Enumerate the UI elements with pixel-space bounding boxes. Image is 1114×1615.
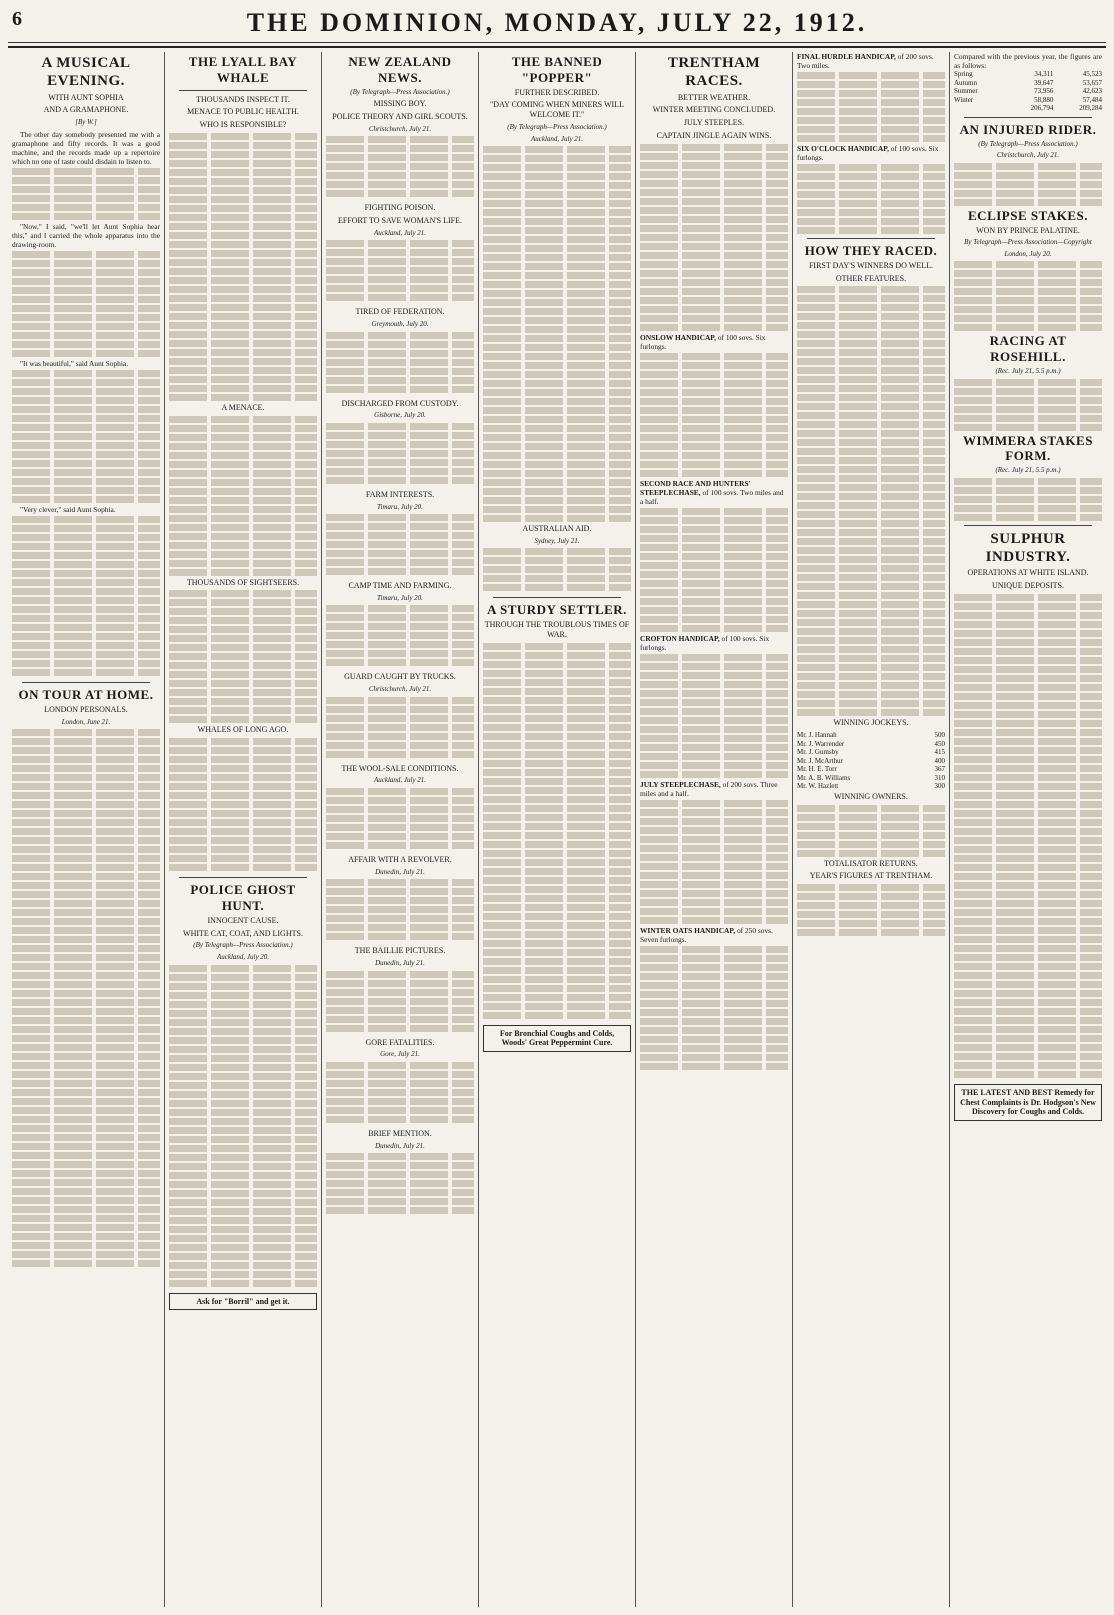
- dateline: Auckland, July 20.: [216, 952, 270, 961]
- byline: (By Telegraph—Press Association.): [507, 122, 607, 131]
- race-detail: of 250 sovs. Seven furlongs.: [640, 925, 773, 944]
- race-results: [797, 52, 945, 234]
- news-item-title: AFFAIR WITH A REVOLVER.: [348, 855, 452, 864]
- headline: NEW ZEALAND NEWS.: [348, 54, 452, 85]
- article-body: [169, 416, 317, 576]
- news-item: [326, 855, 474, 940]
- race-entries: [640, 353, 788, 477]
- season-value-b: 45,523: [1082, 70, 1102, 79]
- subheadline: CAPTAIN JINGLE AGAIN WINS.: [656, 130, 772, 140]
- article-body: [797, 884, 945, 936]
- news-item-dateline: Dunedin, July 21.: [375, 867, 425, 876]
- article-lyall-bay-whale: [169, 54, 317, 871]
- news-item-dateline: Gisborne, July 20.: [374, 411, 426, 420]
- subheadline: TOTALISATOR RETURNS.: [824, 858, 918, 868]
- race-entries: [640, 654, 788, 778]
- news-item-dateline: Timaru, July 20.: [377, 502, 423, 511]
- race-entries: [640, 946, 788, 1070]
- table-row: [797, 757, 945, 766]
- headline: SULPHUR INDUSTRY.: [985, 530, 1071, 566]
- season-name: Summer: [954, 87, 978, 96]
- race-result: [797, 144, 945, 162]
- dateline: Sydney, July 21.: [534, 536, 580, 545]
- jockey-value: 500: [934, 731, 945, 740]
- season-name: Spring: [954, 70, 973, 79]
- subheadline: JULY STEEPLES.: [683, 118, 745, 128]
- news-item: [326, 99, 474, 197]
- headline: RACING AT ROSEHILL.: [989, 333, 1067, 365]
- news-item-title: FARM INTERESTS.: [365, 489, 435, 499]
- jockey-name: Mr. J. Warrender: [797, 739, 845, 748]
- headline: POLICE GHOST HUNT.: [190, 882, 296, 914]
- race-result: [797, 52, 945, 70]
- subheadline: FIRST DAY'S WINNERS DO WELL.: [808, 260, 934, 270]
- byline: (By Telegraph—Press Association.): [350, 87, 450, 96]
- paragraph: "Now," I said, "we'll let Aunt Sophia hear this," and I carried the whole apparatus into the drawing-room.: [12, 221, 160, 249]
- season-value-a: 34,311: [1034, 70, 1054, 79]
- headline: THE LYALL BAY WHALE: [188, 54, 298, 85]
- news-item-subtitle: POLICE THEORY AND GIRL SCOUTS.: [332, 112, 468, 121]
- column-1: [8, 52, 164, 1607]
- article-body: [326, 971, 474, 1032]
- headline: WIMMERA STAKES FORM.: [963, 432, 1093, 464]
- subheadline: WINNING JOCKEYS.: [833, 718, 909, 728]
- article-body: [169, 965, 317, 1287]
- subheadline: MENACE TO PUBLIC HEALTH.: [187, 107, 299, 117]
- headline: HOW THEY RACED.: [804, 243, 938, 259]
- jockey-name: Mr. W. Hazlett: [797, 782, 839, 791]
- news-item: [326, 764, 474, 849]
- race-result: [640, 333, 788, 351]
- byline: By Telegraph—Press Association—Copyright: [964, 238, 1092, 247]
- news-item: [326, 1038, 474, 1123]
- column-5: [635, 52, 792, 1607]
- race-result: [640, 479, 788, 506]
- article-on-tour: [12, 687, 160, 1267]
- headline: ECLIPSE STAKES.: [968, 207, 1088, 223]
- race-name: JULY STEEPLECHASE,: [640, 779, 721, 789]
- masthead-rule: [8, 42, 1106, 43]
- total-label: [954, 104, 1005, 113]
- byline: [By W.]: [75, 118, 97, 127]
- race-name: ONSLOW HANDICAP,: [640, 332, 716, 342]
- news-item: [326, 672, 474, 757]
- newspaper-title: THE DOMINION, MONDAY, JULY 22, 1912.: [246, 8, 868, 37]
- news-item: [326, 490, 474, 575]
- table-row: [954, 96, 1102, 105]
- news-item-subtitle: EFFORT TO SAVE WOMAN'S LIFE.: [337, 216, 463, 226]
- article-body: [326, 332, 474, 393]
- race-results: [640, 333, 788, 1070]
- subheadline: BETTER WEATHER.: [677, 92, 751, 102]
- masthead: [8, 6, 1106, 48]
- subheadline: OPERATIONS AT WHITE ISLAND.: [967, 568, 1089, 578]
- article-body: [326, 1153, 474, 1214]
- news-item-title: CAMP TIME AND FARMING.: [348, 581, 452, 591]
- article-body: [326, 1062, 474, 1123]
- news-item-dateline: Greymouth, July 20.: [371, 320, 429, 329]
- subheadline: WITH AUNT SOPHIA: [48, 92, 124, 102]
- columns: [8, 52, 1106, 1607]
- race-name: CROFTON HANDICAP,: [640, 633, 720, 643]
- race-result: [640, 926, 788, 944]
- column-2: [164, 52, 321, 1607]
- subheadline: FURTHER DESCRIBED.: [514, 87, 600, 97]
- headline: THE BANNED "POPPER": [511, 54, 603, 85]
- subheadline: LONDON PERSONALS.: [44, 704, 128, 714]
- race-detail: of 100 sovs. Six furlongs.: [640, 633, 770, 652]
- headline: A STURDY SETTLER.: [487, 602, 627, 618]
- race-entries: [797, 164, 945, 234]
- jockey-value: 415: [934, 748, 945, 757]
- headline: A MUSICAL EVENING.: [41, 55, 131, 90]
- jockeys-table: [797, 731, 945, 791]
- table-row: [797, 765, 945, 774]
- news-item-title: THE BAILLIE PICTURES.: [354, 946, 446, 956]
- column-6: [792, 52, 949, 1607]
- news-item-title: TIRED OF FEDERATION.: [355, 307, 445, 317]
- news-item-dateline: Dunedin, July 21.: [375, 959, 425, 968]
- table-row: [797, 782, 945, 791]
- news-item-title: DISCHARGED FROM CUSTODY.: [341, 398, 459, 408]
- table-row: [797, 740, 945, 749]
- article-body: [797, 286, 945, 716]
- article-body: [326, 240, 474, 301]
- season-value-b: 53,657: [1082, 78, 1102, 87]
- article-body: [326, 879, 474, 940]
- jockey-value: 300: [934, 782, 945, 791]
- subheadline: WON BY PRINCE PALATINE.: [976, 225, 1080, 235]
- article-body: [326, 423, 474, 484]
- table-row: [797, 774, 945, 783]
- headline: TRENTHAM RACES.: [667, 55, 761, 90]
- subheadline: AUSTRALIAN AID.: [522, 524, 592, 534]
- headline: AN INJURED RIDER.: [959, 121, 1097, 137]
- jockey-name: Mr. J. Hannah: [797, 731, 837, 740]
- news-item-title: THE WOOL-SALE CONDITIONS.: [341, 763, 459, 773]
- subheadline: A MENACE.: [221, 402, 265, 412]
- table-row: [954, 79, 1102, 88]
- season-value-b: 42,623: [1082, 87, 1102, 96]
- subheadline: THOUSANDS INSPECT IT.: [196, 94, 290, 104]
- subheadline: INNOCENT CAUSE.: [207, 915, 279, 925]
- subheadline: THOUSANDS OF SIGHTSEERS.: [186, 577, 300, 587]
- article-police-ghost-hunt: [169, 882, 317, 1286]
- paragraph: The other day somebody presented me with a gramaphone and fifty records. It was a good machine, and the records made up a repertoire which no one of taste could disdain to listen to.: [12, 129, 160, 166]
- subheadline: UNIQUE DEPOSITS.: [992, 581, 1064, 591]
- subheadline: "DAY COMING WHEN MINERS WILL WELCOME IT.": [490, 100, 624, 120]
- article-body: [954, 594, 1102, 1078]
- article-body: [326, 788, 474, 849]
- news-item-dateline: Auckland, July 21.: [373, 776, 427, 785]
- news-item-dateline: Auckland, July 21.: [373, 228, 427, 237]
- article-body: [797, 805, 945, 857]
- race-result: [640, 634, 788, 652]
- jockey-name: Mr. H. E. Torr: [797, 765, 837, 774]
- total-value-a: 206,794: [1030, 104, 1054, 113]
- subheadline: OTHER FEATURES.: [835, 273, 907, 283]
- column-4: [478, 52, 635, 1607]
- subheadline: YEAR'S FIGURES AT TRENTHAM.: [809, 871, 933, 881]
- news-item-title: FIGHTING POISON.: [364, 203, 436, 213]
- page-number: 6: [12, 8, 22, 30]
- race-detail: of 100 sovs. Two miles and a half.: [640, 487, 784, 506]
- news-item-dateline: Gore, July 21.: [380, 1050, 420, 1059]
- byline: (By Telegraph—Press Association.): [978, 139, 1078, 148]
- news-item-dateline: Christchurch, July 21.: [368, 685, 432, 694]
- race-entries: [640, 508, 788, 632]
- total-value-b: 209,284: [1079, 104, 1102, 113]
- season-value-a: 39,647: [1034, 78, 1054, 87]
- table-row: [954, 87, 1102, 96]
- subheadline: WINTER MEETING CONCLUDED.: [652, 105, 776, 115]
- article-body: [169, 590, 317, 723]
- dateline: (Rec. July 21, 5.5 p.m.): [995, 367, 1061, 376]
- article-body: [326, 514, 474, 575]
- article-sturdy-settler: [483, 602, 631, 1018]
- article-body: [326, 136, 474, 197]
- article-body: [954, 163, 1102, 206]
- news-item-title: BRIEF MENTION.: [368, 1128, 432, 1138]
- table-intro: Compared with the previous year, the figures are as follows:: [954, 52, 1102, 71]
- subheadline: AND A GRAMAPHONE.: [43, 105, 129, 115]
- article-body: [954, 478, 1102, 521]
- news-item-dateline: Timaru, July 20.: [377, 593, 423, 602]
- race-entries: [797, 72, 945, 142]
- article-body: [640, 144, 788, 331]
- race-result: [640, 780, 788, 798]
- subheadline: WHALES OF LONG AGO.: [197, 725, 289, 735]
- article-body: [12, 130, 160, 676]
- race-detail: of 100 sovs. Six furlongs.: [797, 144, 939, 163]
- dateline: London, June 21.: [61, 717, 111, 726]
- race-detail: of 200 sovs. Three miles and a half.: [640, 779, 778, 798]
- season-name: Winter: [954, 95, 974, 104]
- news-item: [326, 946, 474, 1031]
- news-sections: [326, 99, 474, 1214]
- table-row: [954, 70, 1102, 79]
- article-body: [483, 643, 631, 1019]
- news-item: [326, 203, 474, 301]
- totalisator-table: [954, 70, 1102, 113]
- column-7: [949, 52, 1106, 1607]
- jockey-name: Mr. A. B. Williams: [797, 773, 851, 782]
- news-item: [326, 307, 474, 392]
- article-body: [12, 729, 160, 1267]
- news-item-title: GUARD CAUGHT BY TRUCKS.: [344, 672, 456, 682]
- news-item: [326, 581, 474, 666]
- subheadline: WINNING OWNERS.: [834, 791, 908, 801]
- race-name: SIX O'CLOCK HANDICAP,: [797, 144, 889, 154]
- subheadline: WHITE CAT, COAT, AND LIGHTS.: [183, 928, 303, 938]
- article-body: [954, 379, 1102, 431]
- jockey-name: Mr. J. McArthur: [797, 756, 843, 765]
- news-item-title: MISSING BOY.: [373, 99, 427, 109]
- subheadline: THROUGH THE TROUBLOUS TIMES OF WAR.: [484, 620, 630, 639]
- race-detail: of 200 sovs. Two miles.: [797, 52, 934, 71]
- race-entries: [640, 800, 788, 924]
- race-name: FINAL HURDLE HANDICAP,: [797, 52, 896, 61]
- jockey-value: 310: [934, 773, 945, 782]
- article-body: [169, 738, 317, 871]
- dateline: (Rec. July 21, 5.5 p.m.): [995, 466, 1061, 475]
- jockey-value: 367: [934, 765, 945, 774]
- season-value-b: 57,484: [1082, 95, 1102, 104]
- dateline: London, July 20.: [1004, 249, 1052, 258]
- paragraph: "It was beautiful," said Aunt Sophia.: [20, 358, 129, 368]
- advertisement: Ask for "Borril" and get it.: [169, 1293, 317, 1311]
- race-detail: of 100 sovs. Six furlongs.: [640, 332, 766, 351]
- article-body: [483, 146, 631, 522]
- article-body: [326, 697, 474, 758]
- season-value-a: 73,956: [1034, 87, 1054, 96]
- dateline: Christchurch, July 21.: [996, 151, 1060, 160]
- article-body: [954, 261, 1102, 331]
- news-item: [326, 399, 474, 484]
- season-value-a: 58,880: [1034, 95, 1054, 104]
- advertisement: THE LATEST AND BEST Remedy for Chest Complaints is Dr. Hodgson's New Discovery for Coughs and Colds.: [954, 1084, 1102, 1121]
- article-body: [483, 548, 631, 591]
- paragraph: "Very clever," said Aunt Sophia.: [20, 504, 116, 514]
- advertisement: For Bronchial Coughs and Colds, Woods' Great Peppermint Cure.: [483, 1025, 631, 1053]
- table-total-row: [954, 104, 1102, 113]
- news-item-dateline: Christchurch, July 21.: [368, 124, 432, 133]
- headline: ON TOUR AT HOME.: [18, 686, 154, 702]
- news-item-title: GORE FATALITIES.: [365, 1037, 435, 1047]
- byline: (By Telegraph—Press Association.): [193, 941, 293, 950]
- race-name: WINTER OATS HANDICAP,: [640, 925, 736, 935]
- table-row: [797, 748, 945, 757]
- table-row: [797, 731, 945, 740]
- article-musical-evening: [12, 54, 160, 676]
- news-item: [326, 1129, 474, 1214]
- subheadline: WHO IS RESPONSIBLE?: [199, 120, 287, 130]
- jockey-name: Mr. J. Gumsby: [797, 748, 839, 757]
- article-body: [169, 133, 317, 401]
- jockey-value: 450: [934, 739, 945, 748]
- season-name: Autumn: [954, 78, 977, 87]
- column-3: [321, 52, 478, 1607]
- dateline: Auckland, July 21.: [530, 134, 584, 143]
- race-name: SECOND RACE AND HUNTERS' STEEPLECHASE,: [640, 478, 751, 497]
- article-body: [326, 605, 474, 666]
- news-item-dateline: Dunedin, July 21.: [375, 1141, 425, 1150]
- jockey-value: 400: [934, 756, 945, 765]
- article-banned-popper: [483, 54, 631, 591]
